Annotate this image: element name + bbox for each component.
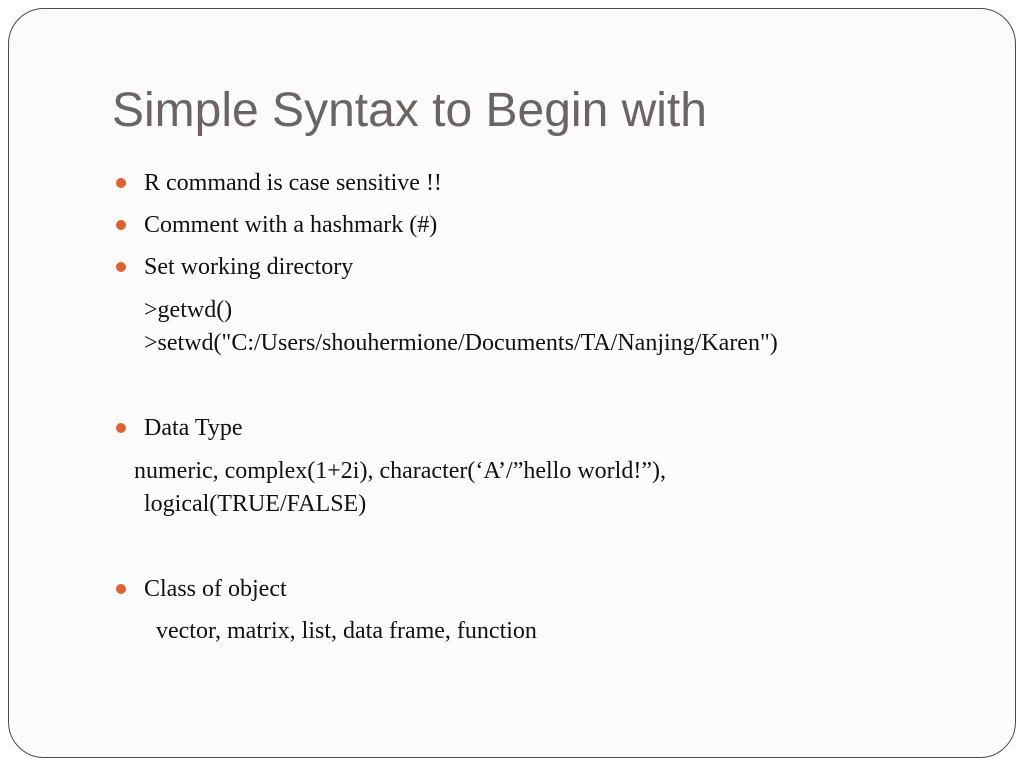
bullet-icon — [116, 584, 126, 594]
data-type-detail-line-1: numeric, complex(1+2i), character(‘A’/”hello world!”), — [134, 458, 666, 484]
bullet-class-of-object: Class of object — [144, 576, 287, 602]
slide-title: Simple Syntax to Begin with — [112, 84, 707, 137]
bullet-data-type: Data Type — [144, 415, 243, 441]
bullet-icon — [116, 262, 126, 272]
bullet-comment-hashmark: Comment with a hashmark (#) — [144, 212, 438, 238]
bullet-working-directory: Set working directory — [144, 254, 354, 280]
bullet-icon — [116, 220, 126, 230]
data-type-detail-line-2: logical(TRUE/FALSE) — [144, 491, 367, 517]
code-line-getwd: >getwd() — [144, 297, 233, 323]
bullet-case-sensitive: R command is case sensitive !! — [144, 170, 442, 196]
bullet-icon — [116, 423, 126, 433]
bullet-icon — [116, 178, 126, 188]
code-line-setwd: >setwd("C:/Users/shouhermione/Documents/TA/Nanjing/Karen") — [144, 330, 778, 356]
class-detail-line: vector, matrix, list, data frame, function — [156, 618, 537, 644]
